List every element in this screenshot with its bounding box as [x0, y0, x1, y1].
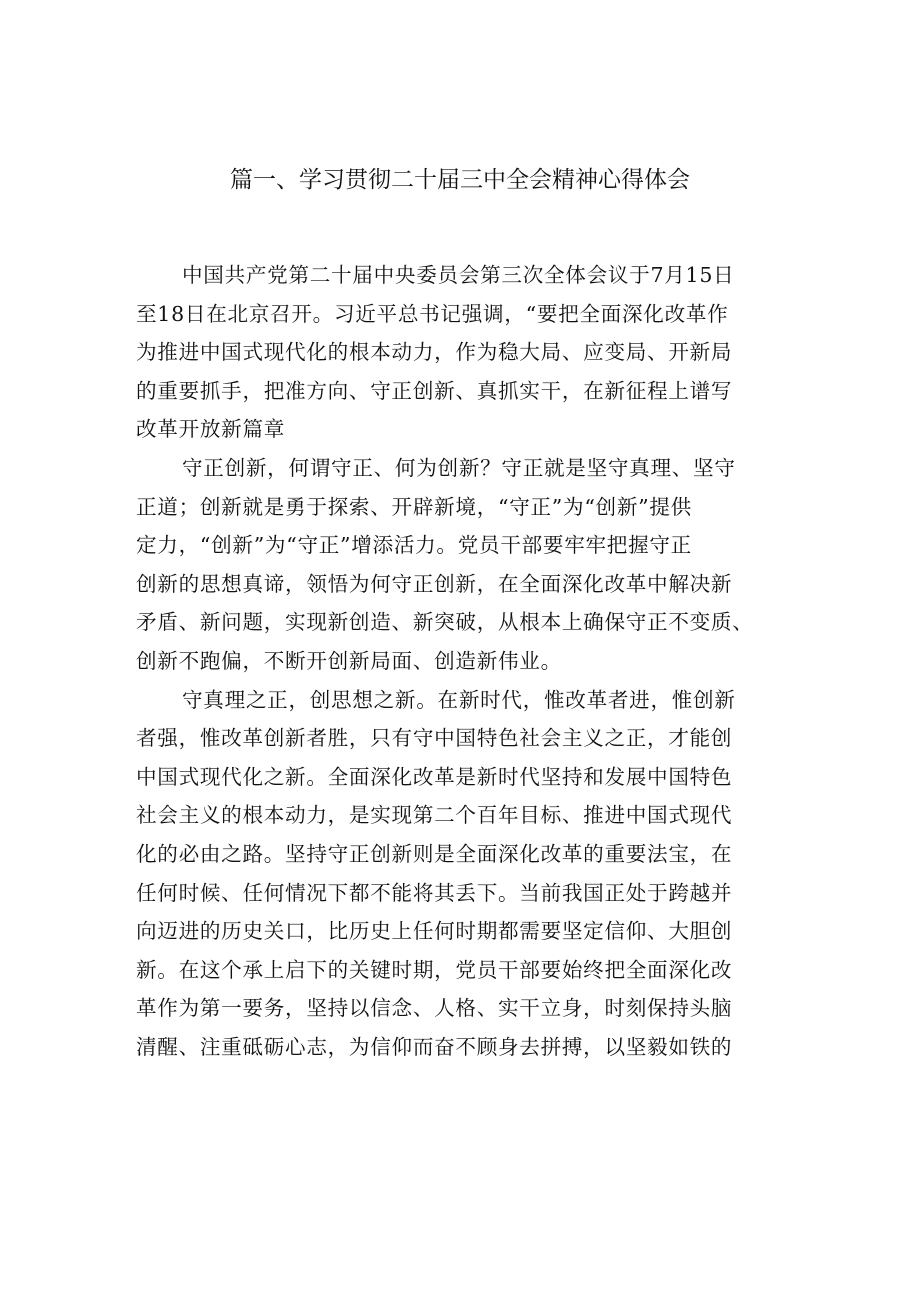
paragraph-line: 社会主义的根本动力，是实现第二个百年目标、推进中国式现代	[136, 803, 733, 828]
paragraph-line: 的重要抓手，把准方向、守正创新、真抓实干，在新征程上谱写	[136, 378, 733, 403]
paragraph-line: 定力，“创新”为“守正”增添活力。党员干部要牢牢把握守正	[136, 533, 692, 558]
paragraph-line: 任何时候、任何情况下都不能将其丢下。当前我国正处于跨越并	[136, 880, 733, 905]
paragraph-line: 创新的思想真谛，领悟为何守正创新，在全面深化改革中解决新	[136, 571, 733, 596]
paragraph-line: 守真理之正，创思想之新。在新时代，惟改革者进，惟创新	[182, 687, 736, 712]
paragraph-1	[136, 256, 798, 449]
paragraph-line: 为推进中国式现代化的根本动力，作为稳大局、应变局、开新局	[136, 340, 733, 365]
paragraph-line: 至18日在北京召开。习近平总书记强调，“要把全面深化改革作	[136, 301, 729, 326]
document-body	[136, 256, 798, 1066]
paragraph-line: 中国式现代化之新。全面深化改革是新时代坚持和发展中国特色	[136, 764, 733, 789]
paragraph-line: 者强，惟改革创新者胜，只有守中国特色社会主义之正，才能创	[136, 726, 733, 751]
paragraph-line: 革作为第一要务，坚持以信念、人格、实干立身，时刻保持头脑	[136, 996, 733, 1021]
paragraph-line: 矛盾、新问题，实现新创造、新突破，从根本上确保守正不变质、	[136, 610, 754, 635]
paragraph-line: 中国共产党第二十届中央委员会第三次全体会议于7月15日	[182, 263, 735, 287]
paragraph-line: 改革开放新篇章	[136, 417, 286, 442]
paragraph-3	[136, 681, 798, 1067]
paragraph-2	[136, 449, 798, 681]
paragraph-line: 清醒、注重砥砺心志，为信仰而奋不顾身去拼搏，以坚毅如铁的	[136, 1034, 733, 1059]
document-title: 篇一、学习贯彻二十届三中全会精神心得体会	[230, 167, 690, 193]
paragraph-line: 新。在这个承上启下的关键时期，党员干部要始终把全面深化改	[136, 957, 733, 982]
paragraph-line: 正道；创新就是勇于探索、开辟新境，“守正”为“创新”提供	[136, 494, 692, 519]
paragraph-line: 创新不跑偏，不断开创新局面、创造新伟业。	[136, 648, 562, 673]
paragraph-line: 守正创新，何谓守正、何为创新？守正就是坚守真理、坚守	[182, 455, 736, 480]
paragraph-line: 向迈进的历史关口，比历史上任何时期都需要坚定信仰、大胆创	[136, 919, 733, 944]
paragraph-line: 化的必由之路。坚持守正创新则是全面深化改革的重要法宝，在	[136, 841, 733, 866]
